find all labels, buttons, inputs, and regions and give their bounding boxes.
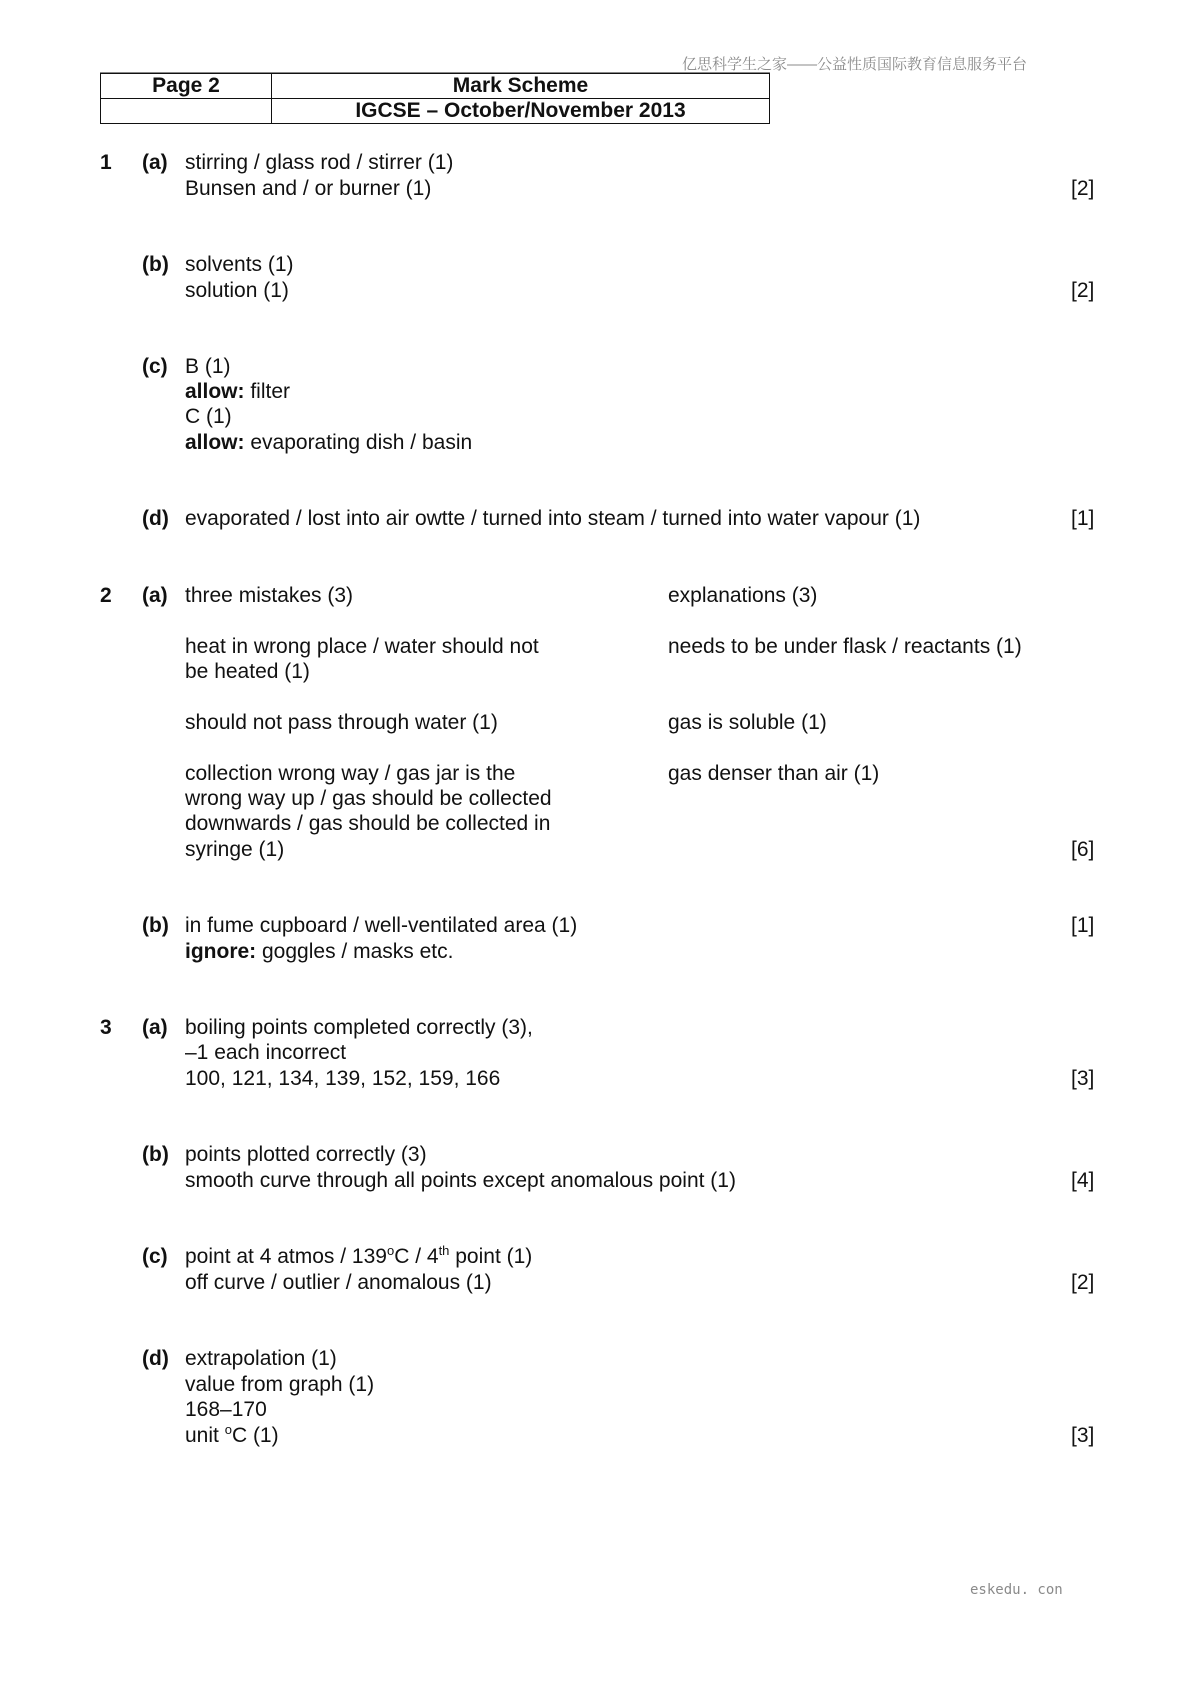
- q1d-mark: [1]: [1071, 507, 1095, 530]
- q1c-label: (c): [142, 355, 168, 378]
- q3a-line2: –1 each incorrect: [185, 1041, 347, 1064]
- q1c-line1: B (1): [185, 355, 231, 378]
- allow-keyword: allow:: [185, 431, 245, 454]
- allow-keyword: allow:: [185, 380, 245, 403]
- q2a-row1-explanation: needs to be under flask / reactants (1): [668, 635, 1022, 658]
- ignore-keyword: ignore:: [185, 940, 257, 963]
- q2a-row2-explanation: gas is soluble (1): [668, 711, 827, 734]
- q1c-line3: C (1): [185, 405, 232, 428]
- q3-number: 3: [100, 1016, 112, 1039]
- q2b-line1: in fume cupboard / well-ventilated area (1): [185, 914, 578, 937]
- q3a-line1: boiling points completed correctly (3),: [185, 1016, 533, 1039]
- q3c-line1: point at 4 atmos / 139$^o$C / 4th point (1): [185, 1243, 533, 1268]
- q3c-line2: off curve / outlier / anomalous (1): [185, 1271, 492, 1294]
- watermark-top: 亿思科学生之家——公益性质国际教育信息服务平台: [682, 56, 1028, 73]
- q3d-line2: value from graph (1): [185, 1373, 375, 1396]
- q2a-col2-heading: explanations (3): [668, 584, 818, 607]
- header-table: [100, 73, 770, 124]
- page-title: Mark Scheme: [272, 74, 770, 99]
- q2a-row3-mistake-line3: downwards / gas should be collected in: [185, 812, 551, 835]
- q1d-line1: evaporated / lost into air owtte / turned into steam / turned into water vapour (1): [185, 507, 921, 530]
- q2b-line2-text: goggles / masks etc.: [256, 940, 454, 963]
- q3b-mark: [4]: [1071, 1169, 1095, 1192]
- q1b-line1: solvents (1): [185, 253, 294, 276]
- q2a-label: (a): [142, 584, 168, 607]
- q1c-line2-text: filter: [244, 380, 291, 403]
- q2a-col1-heading: three mistakes (3): [185, 584, 354, 607]
- q1b-line2: solution (1): [185, 279, 289, 302]
- q2a-row3-mistake-line4: syringe (1): [185, 838, 285, 861]
- q2b-label: (b): [142, 914, 169, 937]
- degree-symbol: o: [224, 1422, 232, 1437]
- q1a-line2: Bunsen and / or burner (1): [185, 177, 432, 200]
- q3d-line4: unit $^o$C (1): [185, 1422, 279, 1447]
- q3a-mark: [3]: [1071, 1067, 1095, 1090]
- q3c-label: (c): [142, 1245, 168, 1268]
- q3a-line3: 100, 121, 134, 139, 152, 159, 166: [185, 1067, 501, 1090]
- q2a-row1-mistake-line1: heat in wrong place / water should not: [185, 635, 539, 658]
- q3d-label: (d): [142, 1347, 169, 1370]
- q3d-mark: [3]: [1071, 1424, 1095, 1447]
- header-empty-cell: [101, 99, 272, 124]
- degree-symbol: o: [386, 1243, 395, 1258]
- q2a-row1-mistake-line2: be heated (1): [185, 660, 310, 683]
- q2a-row3-mistake-line2: wrong way up / gas should be collected: [185, 787, 552, 810]
- q2a-row3-mistake-line1: collection wrong way / gas jar is the: [185, 762, 516, 785]
- q3d-line3: 168–170: [185, 1398, 267, 1421]
- q2b-line2: [185, 940, 453, 964]
- q2-number: 2: [100, 584, 112, 607]
- q2a-mark: [6]: [1071, 838, 1095, 861]
- q3d-line1: extrapolation (1): [185, 1347, 337, 1370]
- q1c-line2: [185, 380, 290, 404]
- q3a-label: (a): [142, 1016, 168, 1039]
- page-subtitle: IGCSE – October/November 2013: [272, 99, 770, 124]
- ordinal-suffix: th: [438, 1243, 450, 1258]
- q1d-label: (d): [142, 507, 169, 530]
- q1a-line1: stirring / glass rod / stirrer (1): [185, 151, 454, 174]
- q2a-row3-explanation: gas denser than air (1): [668, 762, 880, 785]
- q1b-label: (b): [142, 253, 169, 276]
- q1b-mark: [2]: [1071, 279, 1095, 302]
- q1c-line4: [185, 431, 472, 455]
- q3b-line2: smooth curve through all points except anomalous point (1): [185, 1169, 736, 1192]
- q3c-mark: [2]: [1071, 1271, 1095, 1294]
- q3b-line1: points plotted correctly (3): [185, 1143, 427, 1166]
- page-number: Page 2: [101, 74, 272, 99]
- watermark-bottom: eskedu. con: [970, 1582, 1063, 1598]
- q2b-mark: [1]: [1071, 914, 1095, 937]
- q3b-label: (b): [142, 1143, 169, 1166]
- q1a-mark: [2]: [1071, 177, 1095, 200]
- q1c-line4-text: evaporating dish / basin: [244, 431, 473, 454]
- q1-number: 1: [100, 151, 112, 174]
- q1a-label: (a): [142, 151, 168, 174]
- q2a-row2-mistake: should not pass through water (1): [185, 711, 498, 734]
